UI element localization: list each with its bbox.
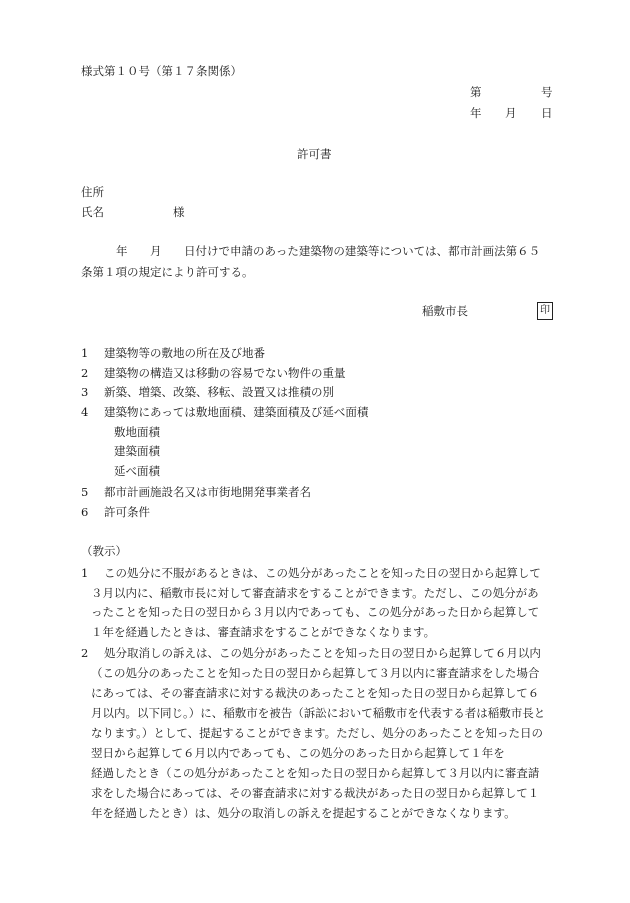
item-number: 6 bbox=[81, 505, 89, 519]
name-label: 氏名 bbox=[81, 205, 104, 219]
item-number: 5 bbox=[81, 485, 89, 499]
notice-1-line: １年を経過したときは、審査請求をすることができなくなります。 bbox=[91, 625, 436, 639]
date-day-label: 日 bbox=[541, 106, 553, 120]
item-text: 新築、増築、改築、移転、設置又は推積の別 bbox=[104, 385, 334, 399]
item4-sub-building-area: 建築面積 bbox=[114, 444, 160, 458]
notice-1-number: 1 bbox=[81, 566, 89, 580]
notice-heading: （教示） bbox=[81, 544, 127, 558]
notice-2-line: なります。）として、提起することができます。ただし、処分のあったことを知った日の bbox=[91, 726, 544, 740]
item-text: 建築物の構造又は移動の容易でない物件の重量 bbox=[104, 366, 346, 380]
item4-sub-site-area: 敷地面積 bbox=[114, 425, 160, 439]
form-label: 様式第１０号（第１７条関係） bbox=[81, 64, 242, 78]
date-year-label: 年 bbox=[470, 106, 482, 120]
notice-2-line: 年を経過したとき）は、処分の取消しの訴えを提起することができなくなります。 bbox=[91, 806, 516, 820]
item-text: 建築物にあっては敷地面積、建築面積及び延べ面積 bbox=[104, 405, 369, 419]
doc-number-dai: 第 bbox=[470, 85, 482, 99]
item-text: 建築物等の敷地の所在及び地番 bbox=[104, 346, 265, 360]
notice-2-line: 翌日から起算して６月以内であっても、この処分のあった日から起算して１年を bbox=[91, 746, 505, 760]
signer: 稲敷市長 bbox=[422, 304, 468, 318]
notice-2-number: 2 bbox=[81, 646, 89, 660]
notice-1-line: ったことを知った日の翌日から３月以内であっても、この処分があった日から起算して bbox=[91, 605, 540, 619]
item-text: 許可条件 bbox=[104, 505, 150, 519]
address-label: 住所 bbox=[81, 185, 104, 199]
body-line-2: 条第１項の規定により許可する。 bbox=[81, 265, 254, 279]
notice-1-line: この処分に不服があるときは、この処分があったことを知った日の翌日から起算して bbox=[104, 566, 541, 580]
official-seal: 印 bbox=[537, 302, 553, 320]
document-title: 許可書 bbox=[297, 147, 332, 161]
notice-2-line: 経過したとき（この処分があったことを知った日の翌日から起算して３月以内に審査請 bbox=[91, 766, 540, 780]
date-month-label: 月 bbox=[505, 106, 517, 120]
item-text: 都市計画施設名又は市街地開発事業者名 bbox=[104, 485, 311, 499]
notice-2-line: 月以内。以下同じ。）に、稲敷市を被告（訴訟において稲敷市を代表する者は稲敷市長と bbox=[91, 706, 546, 720]
notice-2-line: 処分取消しの訴えは、この処分があったことを知った日の翌日から起算して６月以内 bbox=[104, 646, 541, 660]
notice-2-line: （この処分のあったことを知った日の翌日から起算して３月以内に審査請求をした場合 bbox=[91, 666, 540, 680]
notice-2-line: にあっては、その審査請求に対する裁決のあったことを知った日の翌日から起算して６ bbox=[91, 686, 540, 700]
body-month: 月 bbox=[150, 244, 162, 258]
body-line-1: 日付けで申請のあった建築物の建築等については、都市計画法第６５ bbox=[184, 244, 541, 258]
item-number: 3 bbox=[81, 385, 89, 399]
item-number: 2 bbox=[81, 366, 89, 380]
notice-2-line: 求をした場合にあっては、その審査請求に対する裁決があった日の翌日から起算して１ bbox=[91, 786, 540, 800]
item-number: 1 bbox=[81, 346, 89, 360]
doc-number-go: 号 bbox=[541, 85, 553, 99]
body-year: 年 bbox=[116, 244, 128, 258]
item-number: 4 bbox=[81, 405, 89, 419]
honorific: 様 bbox=[173, 205, 185, 219]
notice-1-line: ３月以内に、稲敷市長に対して審査請求をすることができます。ただし、この処分があ bbox=[91, 586, 539, 600]
item4-sub-floor-area: 延べ面積 bbox=[114, 464, 160, 478]
